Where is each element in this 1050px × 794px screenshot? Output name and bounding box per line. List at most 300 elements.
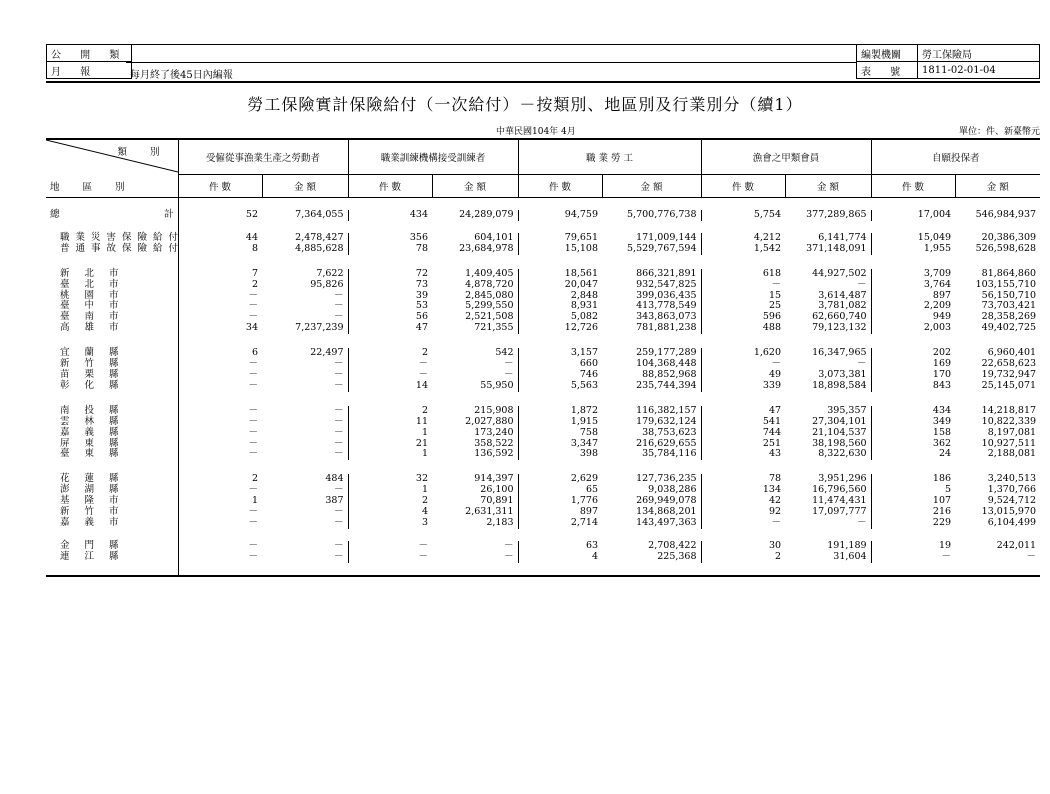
table-cell: 79,651 <box>564 231 599 243</box>
table-cell: 4,878,720 <box>432 280 518 291</box>
table-cell: － <box>248 539 258 551</box>
table-row <box>46 417 1040 428</box>
table-cell: 179,632,124 <box>602 417 701 428</box>
table-cell: 541 <box>762 415 782 427</box>
table-cell: 34 <box>245 322 258 334</box>
table-cell: 158 <box>932 426 952 438</box>
table-cell: 127,736,235 <box>602 474 701 485</box>
table-cell: 596 <box>762 311 782 323</box>
table-cell: 2,188,081 <box>987 448 1037 460</box>
row-label: 臺 中 市 <box>46 301 178 312</box>
table-cell: 843 <box>932 379 952 391</box>
table-cell: 28,358,269 <box>981 311 1037 323</box>
table-cell: 4 <box>421 506 429 518</box>
table-cell: 103,155,710 <box>975 278 1037 290</box>
period-label: 月 報 <box>47 62 132 79</box>
table-cell: 62,660,740 <box>785 312 871 323</box>
table-cell: 1,872 <box>570 404 599 416</box>
header-rule <box>46 81 1040 83</box>
table-cell: 488 <box>762 322 782 334</box>
table-cell: 1,955 <box>923 242 952 254</box>
table-cell: 395,357 <box>785 406 871 417</box>
table-cell: 251 <box>762 437 782 449</box>
table-cell: 44,927,502 <box>785 269 871 280</box>
table-cell: 202 <box>932 347 952 359</box>
corner-category: 類 別 <box>117 147 170 158</box>
table-cell: 72 <box>415 267 429 279</box>
table-cell: 7,364,055 <box>262 210 348 221</box>
table-cell: 434 <box>409 209 429 220</box>
table-cell: － <box>262 312 348 323</box>
subheader-amount: 金 額 <box>602 175 701 198</box>
table-cell: 78 <box>415 242 429 254</box>
table-cell: 73,703,421 <box>981 300 1037 312</box>
table-row <box>46 518 1040 529</box>
table-cell: 2,027,880 <box>432 417 518 428</box>
table-cell: 2,708,422 <box>602 541 701 552</box>
table-cell: 866,321,891 <box>602 269 701 280</box>
table-cell: 2 <box>774 550 782 562</box>
table-cell: － <box>262 428 348 439</box>
table-row <box>46 381 1040 392</box>
table-cell: 31,604 <box>785 552 871 563</box>
table-cell: － <box>262 417 348 428</box>
table-cell: － <box>785 518 871 529</box>
table-cell: － <box>262 541 348 552</box>
table-cell: 1 <box>421 484 429 496</box>
table-cell: 39 <box>415 289 429 301</box>
table-cell: 169 <box>932 358 952 370</box>
subheader-count: 件 數 <box>178 175 262 198</box>
table-cell: － <box>248 506 258 518</box>
table-cell: 171,009,144 <box>602 233 701 244</box>
table-cell: 143,497,363 <box>602 518 701 529</box>
table-cell: 2 <box>421 347 429 359</box>
meta-middle <box>126 44 856 82</box>
access-label: 公 開 類 <box>47 45 132 62</box>
row-label: 嘉 義 縣 <box>46 428 178 439</box>
table-cell: － <box>262 449 348 460</box>
table-cell: 343,863,073 <box>602 312 701 323</box>
table-cell: 52 <box>245 209 258 220</box>
table-cell: 339 <box>762 379 782 391</box>
table-cell: － <box>418 539 429 551</box>
table-row <box>46 428 1040 439</box>
table-cell: 949 <box>932 311 952 323</box>
table-cell: 1 <box>421 448 429 460</box>
spacer-row <box>46 255 1040 269</box>
table-cell: － <box>262 552 348 563</box>
table-cell: 216 <box>932 506 952 518</box>
table-row <box>46 449 1040 460</box>
table-cell: 21 <box>415 437 429 449</box>
table-cell: － <box>248 550 258 562</box>
table-cell: 16,347,965 <box>785 348 871 359</box>
table-cell: － <box>262 301 348 312</box>
table-cell: 65 <box>585 484 599 496</box>
table-cell: － <box>418 550 429 562</box>
table-cell: 2,003 <box>923 322 952 334</box>
table-cell: － <box>262 439 348 450</box>
table-cell: 3 <box>421 516 429 528</box>
table-cell: 5,299,550 <box>432 301 518 312</box>
col-header: 職 業 勞 工 <box>518 139 701 175</box>
table-cell: － <box>1026 550 1037 562</box>
table-no-value: 1811-02-01-04 <box>918 62 1040 79</box>
table-cell: － <box>248 311 258 323</box>
subheader-amount: 金 額 <box>432 175 518 198</box>
table-cell: 618 <box>762 267 782 279</box>
table-cell: 14,218,817 <box>981 404 1037 416</box>
table-cell: 20,047 <box>564 278 599 290</box>
table-row <box>46 291 1040 302</box>
table-cell: 371,148,091 <box>785 244 871 255</box>
table-cell: － <box>432 359 518 370</box>
table-cell: 2,714 <box>570 516 599 528</box>
subheader-amount: 金 額 <box>262 175 348 198</box>
table-cell: 8,931 <box>570 300 599 312</box>
table-cell: － <box>418 358 429 370</box>
spacer-row <box>46 392 1040 406</box>
table-cell: 49,402,725 <box>981 322 1037 334</box>
row-label: 臺 北 市 <box>46 280 178 291</box>
table-cell: 604,101 <box>432 233 518 244</box>
table-cell: 17,097,777 <box>785 507 871 518</box>
data-table-container <box>46 138 1040 577</box>
table-cell: 781,881,238 <box>602 323 701 334</box>
page-title: 勞工保險實計保險給付（一次給付）－按類別、地區別及行業別分（續1） <box>247 95 803 114</box>
table-cell: － <box>432 541 518 552</box>
table-row <box>46 210 1040 221</box>
table-cell: 7,237,239 <box>262 323 348 334</box>
table-cell: 215,908 <box>432 406 518 417</box>
table-cell: 104,368,448 <box>602 359 701 370</box>
table-cell: 3,764 <box>923 278 952 290</box>
table-cell: 53 <box>415 300 429 312</box>
agency-label: 編製機關 <box>857 45 918 62</box>
row-label: 臺 東 縣 <box>46 449 178 460</box>
table-cell: － <box>248 358 258 370</box>
table-cell: 5,754 <box>753 209 782 220</box>
table-no-label: 表 號 <box>857 62 918 79</box>
spacer-row <box>46 221 1040 233</box>
row-label: 桃 園 市 <box>46 291 178 302</box>
table-row <box>46 348 1040 359</box>
table-cell: 399,036,435 <box>602 291 701 302</box>
table-cell: － <box>248 368 258 380</box>
table-cell: － <box>248 516 258 528</box>
col-header: 漁會之甲類會員 <box>701 139 871 175</box>
table-cell: 55,950 <box>432 381 518 392</box>
table-cell: － <box>432 552 518 563</box>
table-cell: － <box>248 437 258 449</box>
table-cell: 26,100 <box>432 485 518 496</box>
table-cell: 11 <box>415 415 429 427</box>
table-cell: 73 <box>415 278 429 290</box>
row-label: 澎 湖 縣 <box>46 485 178 496</box>
table-cell: 7 <box>251 267 258 279</box>
subheader-count: 件 數 <box>348 175 432 198</box>
table-cell: － <box>418 368 429 380</box>
table-cell: 758 <box>579 426 599 438</box>
total-label-second: 計 <box>163 209 174 220</box>
row-label: 屏 東 縣 <box>46 439 178 450</box>
table-cell: 17,004 <box>917 209 952 220</box>
table-cell: 542 <box>432 348 518 359</box>
spacer-row <box>46 334 1040 348</box>
subheader-amount: 金 額 <box>955 175 1040 198</box>
table-cell: 2,631,311 <box>432 507 518 518</box>
row-label: 職業災害保險給付 <box>46 233 178 244</box>
table-row <box>46 439 1040 450</box>
table-cell: 134,868,201 <box>602 507 701 518</box>
table-cell: 3,614,487 <box>785 291 871 302</box>
table-cell: 24 <box>938 448 952 460</box>
table-cell: 15 <box>768 289 782 301</box>
col-header: 自願投保者 <box>871 139 1040 175</box>
table-cell: 44 <box>245 231 258 243</box>
table-cell: 1,542 <box>753 242 782 254</box>
table-cell: 229 <box>932 516 952 528</box>
table-cell: 134 <box>762 484 782 496</box>
table-cell: 10,927,511 <box>981 437 1037 449</box>
table-cell: 2 <box>421 404 429 416</box>
corner-header <box>46 139 178 198</box>
table-cell: 8,322,630 <box>785 449 871 460</box>
table-cell: 20,386,309 <box>981 231 1037 243</box>
table-cell: 6,104,499 <box>987 516 1037 528</box>
table-cell: 6,960,401 <box>987 347 1037 359</box>
agency-value: 勞工保險局 <box>918 45 1040 62</box>
table-cell: 12,726 <box>564 322 599 334</box>
table-cell: 27,304,101 <box>785 417 871 428</box>
corner-region: 地 區 別 <box>50 182 135 193</box>
total-label-first: 總 <box>50 209 60 220</box>
table-cell: 107 <box>932 495 952 507</box>
row-label: 連 江 縣 <box>46 552 178 563</box>
table-row <box>46 323 1040 334</box>
table-cell: 660 <box>579 358 599 370</box>
table-cell: 387 <box>262 496 348 507</box>
table-row <box>46 406 1040 417</box>
table-cell: 136,592 <box>432 449 518 460</box>
col-header: 受僱從事漁業生產之勞動者 <box>178 139 348 175</box>
meta-right <box>856 44 1040 79</box>
row-label: 新 北 市 <box>46 269 178 280</box>
table-cell: － <box>785 280 871 291</box>
table-cell: 5,082 <box>570 311 599 323</box>
table-row <box>46 370 1040 381</box>
table-cell: 3,240,513 <box>987 473 1037 485</box>
row-label: 宜 蘭 縣 <box>46 348 178 359</box>
table-cell: 47 <box>768 404 782 416</box>
table-cell: 56 <box>415 311 429 323</box>
table-row <box>46 507 1040 518</box>
table-row <box>46 233 1040 244</box>
table-cell: 259,177,289 <box>602 348 701 359</box>
table-cell: 5,700,776,738 <box>602 210 701 221</box>
table-row <box>46 474 1040 485</box>
table-row <box>46 541 1040 552</box>
table-cell: 484 <box>262 474 348 485</box>
table-cell: － <box>248 448 258 460</box>
table-cell: 4,885,628 <box>262 244 348 255</box>
data-table <box>46 138 1040 577</box>
table-cell: 356 <box>409 231 429 243</box>
schedule-note: 每月終了後45日內編報 <box>130 70 233 81</box>
table-cell: 1 <box>251 495 258 507</box>
table-cell: 22,658,623 <box>981 358 1037 370</box>
table-cell: － <box>262 291 348 302</box>
table-cell: 92 <box>768 506 782 518</box>
table-row <box>46 269 1040 280</box>
table-cell: 3,709 <box>923 267 952 279</box>
table-cell: 546,984,937 <box>975 209 1037 220</box>
table-cell: 235,744,394 <box>602 381 701 392</box>
table-cell: 2,521,508 <box>432 312 518 323</box>
table-cell: 2 <box>251 278 258 290</box>
table-cell: 2 <box>421 495 429 507</box>
table-cell: 6 <box>251 347 258 359</box>
table-cell: 9,038,286 <box>602 485 701 496</box>
table-cell: 932,547,825 <box>602 280 701 291</box>
table-body <box>46 198 1040 576</box>
table-cell: － <box>432 370 518 381</box>
table-row <box>46 485 1040 496</box>
table-cell: 5 <box>945 484 952 496</box>
row-label: 雲 林 縣 <box>46 417 178 428</box>
table-cell: 526,598,628 <box>975 242 1037 254</box>
table-cell: 721,355 <box>432 323 518 334</box>
meta-left <box>46 44 132 79</box>
table-cell: 1,915 <box>570 415 599 427</box>
table-cell: 242,011 <box>996 539 1037 551</box>
table-cell: － <box>771 278 782 290</box>
table-cell: 18,561 <box>564 267 599 279</box>
table-cell: － <box>262 518 348 529</box>
table-cell: － <box>248 289 258 301</box>
table-cell: 25,145,071 <box>981 379 1037 391</box>
table-cell: 38,198,560 <box>785 439 871 450</box>
table-cell: 398 <box>579 448 599 460</box>
table-cell: 38,753,623 <box>602 428 701 439</box>
table-cell: 25 <box>768 300 782 312</box>
table-cell: 6,141,774 <box>785 233 871 244</box>
subheader-count: 件 數 <box>518 175 602 198</box>
table-cell: 1 <box>421 426 429 438</box>
spacer-row <box>46 529 1040 541</box>
table-cell: 5,563 <box>570 379 599 391</box>
row-label: 高 雄 市 <box>46 323 178 334</box>
table-cell: 897 <box>932 289 952 301</box>
table-cell: 14 <box>415 379 429 391</box>
subheader-amount: 金 額 <box>785 175 871 198</box>
table-cell: 3,347 <box>570 437 599 449</box>
table-cell: － <box>262 507 348 518</box>
table-cell: 94,759 <box>564 209 599 220</box>
table-cell: 15,049 <box>917 231 952 243</box>
table-cell: 186 <box>932 473 952 485</box>
table-cell: 35,784,116 <box>602 449 701 460</box>
table-cell: 434 <box>932 404 952 416</box>
table-cell: 1,776 <box>570 495 599 507</box>
table-row <box>46 280 1040 291</box>
table-cell: 79,123,132 <box>785 323 871 334</box>
table-cell: － <box>248 415 258 427</box>
table-cell: 32 <box>415 473 429 485</box>
table-cell: 10,822,339 <box>981 415 1037 427</box>
table-cell: 2,629 <box>570 473 599 485</box>
row-label: 普通事故保險給付 <box>46 244 178 255</box>
table-cell: 56,150,710 <box>981 289 1037 301</box>
table-cell: － <box>262 485 348 496</box>
table-cell: － <box>248 404 258 416</box>
table-cell: 2,209 <box>923 300 952 312</box>
table-cell: 63 <box>585 539 599 551</box>
row-label: 嘉 義 市 <box>46 518 178 529</box>
table-cell: 3,781,082 <box>785 301 871 312</box>
row-label <box>46 210 178 221</box>
period-label-text: 中華民國104年 4月 <box>496 127 576 137</box>
table-cell: 170 <box>932 368 952 380</box>
table-cell: 11,474,431 <box>785 496 871 507</box>
table-cell: 216,629,655 <box>602 439 701 450</box>
table-cell: 19 <box>938 539 952 551</box>
table-cell: － <box>771 516 782 528</box>
table-cell: 225,368 <box>602 552 701 563</box>
table-cell: － <box>262 406 348 417</box>
table-row <box>46 552 1040 563</box>
table-row <box>46 301 1040 312</box>
table-cell: 377,289,865 <box>785 210 871 221</box>
table-cell: 3,157 <box>570 347 599 359</box>
table-cell: 413,778,549 <box>602 301 701 312</box>
row-label: 基 隆 市 <box>46 496 178 507</box>
table-cell: 24,289,079 <box>432 210 518 221</box>
table-cell: 191,189 <box>785 541 871 552</box>
table-cell: 5,529,767,594 <box>602 244 701 255</box>
table-cell: 914,397 <box>432 474 518 485</box>
row-label: 臺 南 市 <box>46 312 178 323</box>
table-row <box>46 244 1040 255</box>
table-cell: 3,073,381 <box>785 370 871 381</box>
table-cell: － <box>785 359 871 370</box>
table-cell: － <box>248 426 258 438</box>
table-cell: 358,522 <box>432 439 518 450</box>
spacer-row <box>46 460 1040 474</box>
row-label: 金 門 縣 <box>46 541 178 552</box>
table-cell: 1,620 <box>753 347 782 359</box>
table-cell: 897 <box>579 506 599 518</box>
table-cell: 746 <box>579 368 599 380</box>
table-cell: 81,864,860 <box>981 267 1037 279</box>
table-cell: 269,949,078 <box>602 496 701 507</box>
table-cell: 43 <box>768 448 782 460</box>
table-cell: 116,382,157 <box>602 406 701 417</box>
table-cell: 2,848 <box>570 289 599 301</box>
table-cell: 15,108 <box>564 242 599 254</box>
table-cell: 2,845,080 <box>432 291 518 302</box>
table-cell: 4,212 <box>753 231 782 243</box>
table-cell: 16,796,560 <box>785 485 871 496</box>
spacer-row <box>46 198 1040 211</box>
table-cell: 8 <box>251 242 258 254</box>
table-cell: 8,197,081 <box>987 426 1037 438</box>
table-cell: 2,183 <box>432 518 518 529</box>
table-cell: － <box>248 379 258 391</box>
table-cell: 18,898,584 <box>785 381 871 392</box>
table-cell: 2,478,427 <box>262 233 348 244</box>
